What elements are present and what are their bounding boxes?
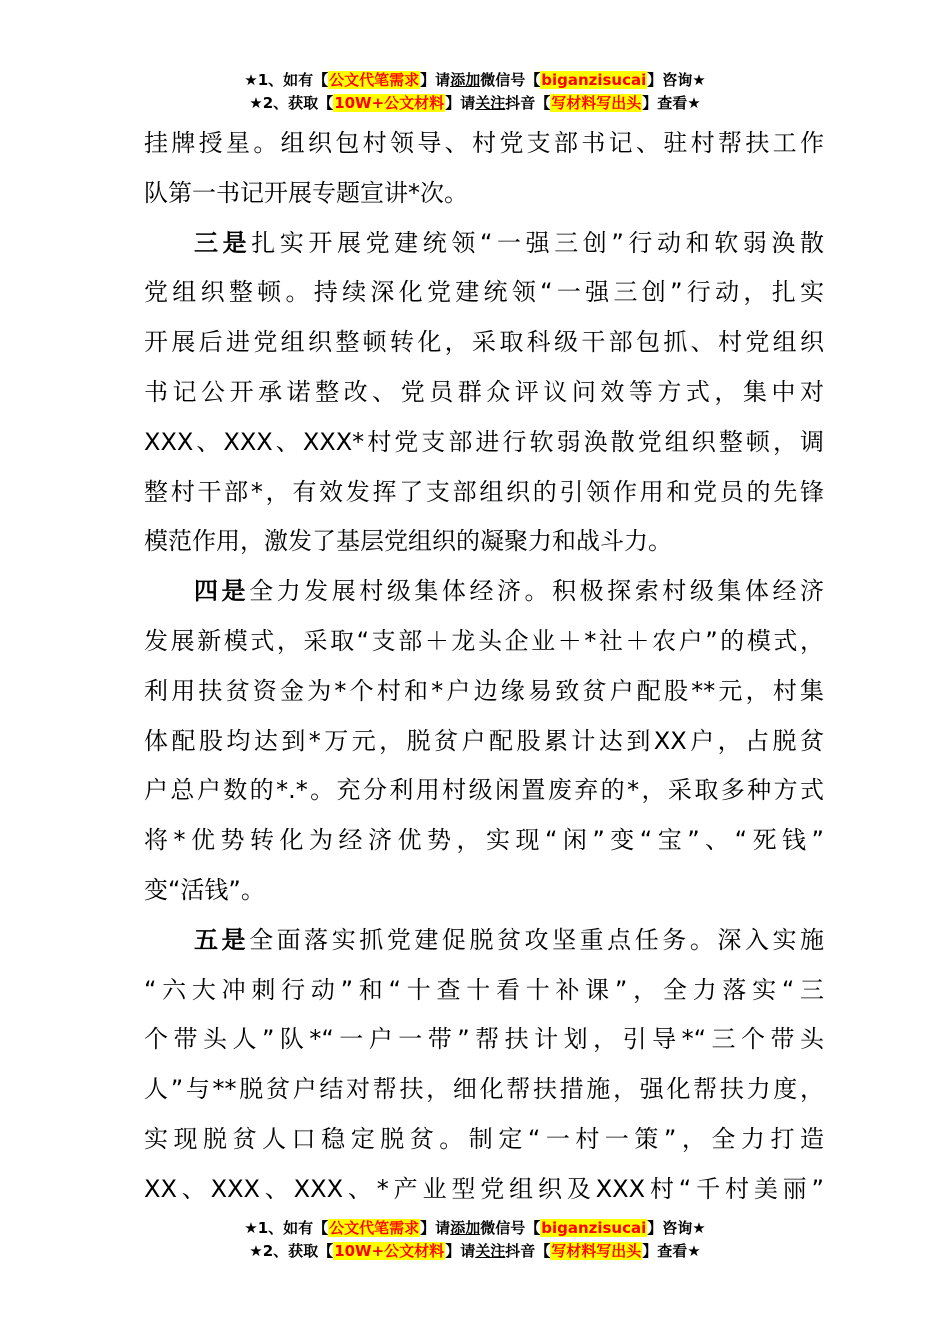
banner-highlight: 公文代笔需求	[329, 1219, 420, 1237]
banner-underlined-text: 关注	[475, 1242, 506, 1260]
text-line	[144, 916, 824, 966]
text-line: 模范作用，激发了基层党组织的凝聚力和战斗力。	[144, 527, 672, 556]
paragraph-lead: 四是	[194, 577, 250, 606]
banner-line-2	[0, 92, 950, 115]
banner-highlight: biganzisucai	[541, 71, 647, 89]
banner-text: 】查看★	[642, 94, 701, 112]
text-line	[144, 219, 824, 269]
text-line: 体配股均达到*万元，脱贫户配股累计达到XX户，占脱贫	[144, 726, 824, 755]
banner-text: 抖音【	[505, 94, 551, 112]
banner-text: 】请	[445, 1242, 476, 1260]
banner-text: 】查看★	[642, 1242, 701, 1260]
banner-highlight: 写材料写出头	[551, 1242, 642, 1260]
banner-underlined-text: 添加	[450, 1219, 481, 1237]
text-line: 个带头人”队*“一户一带”帮扶计划，引导*“三个带头	[144, 1025, 824, 1054]
text-line: 实现脱贫人口稳定脱贫。制定“一村一策”，全力打造	[144, 1124, 824, 1153]
text-line: 挂牌授星。组织包村领导、村党支部书记、驻村帮扶工作	[144, 129, 824, 157]
text-line: 利用扶贫资金为*个村和*户边缘易致贫户配股**元，村集	[144, 676, 824, 705]
text-span: 全力发展村级集体经济。积极探索村级集体经济	[249, 577, 825, 606]
text-line: 整村干部*，有效发挥了支部组织的引领作用和党员的先锋	[144, 477, 824, 506]
banner-text: 】咨询★	[647, 71, 706, 89]
text-line: 发展新模式，采取“支部＋龙头企业＋*社＋农户”的模式，	[144, 626, 824, 655]
text-line: XX、XXX、XXX、*产业型党组织及XXX村“千村美丽”	[144, 1174, 824, 1203]
paragraph-lead: 三是	[194, 228, 252, 257]
banner-highlight: 写材料写出头	[551, 94, 642, 112]
text-line: 将*优势转化为经济优势，实现“闲”变“宝”、“死钱”	[144, 826, 824, 855]
banner-highlight: 10W+公文材料	[334, 1242, 445, 1260]
header-banner	[0, 69, 950, 115]
banner-highlight: biganzisucai	[541, 1219, 647, 1237]
text-line: “六大冲刺行动”和“十查十看十补课”，全力落实“三	[144, 975, 824, 1004]
text-line: 队第一书记开展专题宣讲*次。	[144, 178, 468, 207]
text-span: 扎实开展党建统领“一强三创”行动和软弱涣散	[251, 228, 825, 257]
text-line: 变“活钱”。	[144, 875, 265, 904]
text-line: 党组织整顿。持续深化党建统领“一强三创”行动，扎实	[144, 278, 824, 307]
banner-text: ★2、获取【	[249, 1242, 334, 1260]
banner-underlined-text: 关注	[475, 94, 506, 112]
banner-text: 微信号【	[480, 71, 541, 89]
banner-highlight: 公文代笔需求	[329, 71, 420, 89]
text-line: 户总户数的*.*。充分利用村级闲置废弃的*，采取多种方式	[144, 776, 824, 805]
document-body	[144, 119, 824, 1215]
banner-highlight: 10W+公文材料	[334, 94, 445, 112]
footer-banner	[0, 1217, 950, 1263]
banner-text: ★2、获取【	[249, 94, 334, 112]
text-line	[144, 567, 824, 617]
banner-text: ★1、如有【	[244, 1219, 329, 1237]
banner-line-1	[0, 1217, 950, 1240]
banner-text: 微信号【	[480, 1219, 541, 1237]
text-span: 全面落实抓党建促脱贫攻坚重点任务。深入实施	[249, 925, 825, 954]
text-line: 开展后进党组织整顿转化，采取科级干部包抓、村党组织	[144, 328, 824, 357]
banner-text: 】请	[420, 1219, 451, 1237]
banner-line-2	[0, 1240, 950, 1263]
text-line: 书记公开承诺整改、党员群众评议问效等方式，集中对	[144, 377, 824, 406]
text-line: 人”与**脱贫户结对帮扶，细化帮扶措施，强化帮扶力度，	[144, 1075, 824, 1104]
banner-text: 抖音【	[505, 1242, 551, 1260]
text-line: XXX、XXX、XXX*村党支部进行软弱涣散党组织整顿，调	[144, 427, 824, 456]
banner-text: ★1、如有【	[244, 71, 329, 89]
banner-text: 】咨询★	[647, 1219, 706, 1237]
paragraph-lead: 五是	[194, 925, 250, 954]
banner-line-1	[0, 69, 950, 92]
banner-underlined-text: 添加	[450, 71, 481, 89]
banner-text: 】请	[445, 94, 476, 112]
banner-text: 】请	[420, 71, 451, 89]
